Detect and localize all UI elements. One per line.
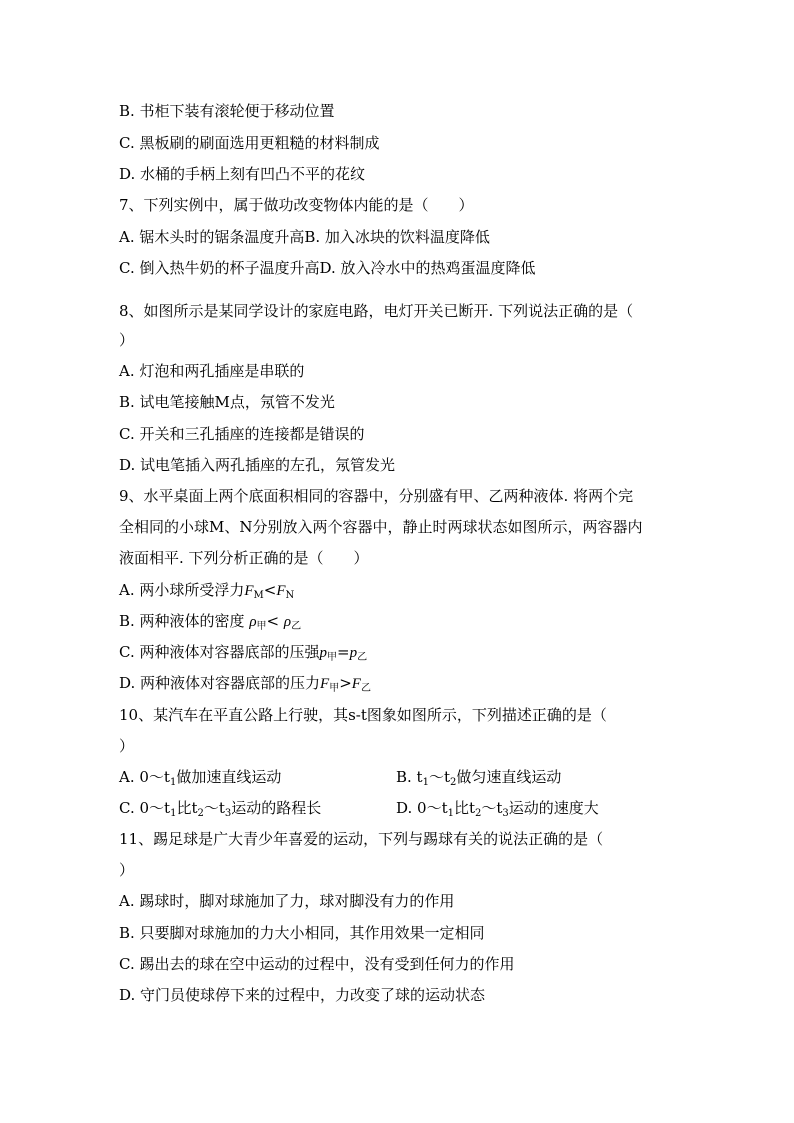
subscript: 甲 xyxy=(329,683,340,694)
subscript: N xyxy=(285,590,295,601)
relation-symbol: > xyxy=(339,674,352,692)
pressure-symbol: p xyxy=(319,645,327,661)
q6-option-d: D. 水桶的手柄上刻有凹凸不平的花纹 xyxy=(119,165,366,183)
q8-option-a: A. 灯泡和两孔插座是串联的 xyxy=(119,362,305,380)
relation-symbol: < xyxy=(266,612,284,630)
q7-options-ab: A. 锯木头时的锯条温度升高B. 加入冰块的饮料温度降低 xyxy=(119,228,490,246)
force-symbol: F xyxy=(276,583,286,599)
option-text: 比t xyxy=(453,799,476,817)
subscript: 甲 xyxy=(326,652,337,663)
q10-option-d xyxy=(396,798,599,824)
option-text: 运动的速度大 xyxy=(508,799,599,817)
subscript: 2 xyxy=(475,808,482,819)
q6-option-c: C. 黑板刷的刷面选用更粗糙的材料制成 xyxy=(119,134,380,152)
q10-option-b xyxy=(396,767,561,793)
q9-stem-line3: 液面相平. 下列分析正确的是（ ） xyxy=(119,549,369,567)
option-text: ～t xyxy=(481,799,503,817)
q11-stem-line1: 11、踢足球是广大青少年喜爱的运动，下列与踢球有关的说法正确的是（ xyxy=(119,830,604,848)
option-text: 做加速直线运动 xyxy=(176,768,282,786)
q9-option-b-prefix: B. 两种液体的密度 xyxy=(119,612,250,630)
force-symbol: F xyxy=(320,676,330,692)
q8-stem-line2: ） xyxy=(119,331,135,349)
subscript: 2 xyxy=(197,808,204,819)
density-symbol: ρ xyxy=(249,614,257,630)
subscript: 1 xyxy=(169,777,177,788)
q9-stem-line2: 全相同的小球M、N分别放入两个容器中，静止时两球状态如图所示，两容器内 xyxy=(119,518,643,536)
force-symbol: F xyxy=(351,676,361,692)
option-text: ～t xyxy=(203,799,225,817)
option-text: 运动的路程长 xyxy=(231,799,322,817)
q10-stem-line2: ） xyxy=(119,737,135,755)
option-text: 比t xyxy=(176,799,198,817)
subscript: 2 xyxy=(450,777,457,788)
option-text: ～t xyxy=(428,768,450,786)
q10-option-a xyxy=(119,767,281,793)
subscript: 1 xyxy=(447,808,454,819)
density-symbol: ρ xyxy=(283,614,292,630)
subscript: 3 xyxy=(224,808,232,819)
q9-option-b xyxy=(119,611,301,637)
pressure-symbol: p xyxy=(349,645,358,661)
q11-option-a: A. 踢球时，脚对球施加了力，球对脚没有力的作用 xyxy=(119,892,455,910)
q9-stem-line1: 9、水平桌面上两个底面积相同的容器中，分别盛有甲、乙两种液体. 将两个完 xyxy=(119,487,634,505)
option-text: 做匀速直线运动 xyxy=(456,768,562,786)
q9-option-c-prefix: C. 两种液体对容器底部的压强 xyxy=(119,643,320,661)
option-text: B. t xyxy=(396,768,423,786)
option-text: C. 0～t xyxy=(119,799,171,817)
q9-option-a-prefix: A. 两小球所受浮力 xyxy=(119,581,245,599)
subscript: 3 xyxy=(502,808,509,819)
q8-option-c: C. 开关和三孔插座的连接都是错误的 xyxy=(119,425,365,443)
q11-stem-line2: ） xyxy=(119,861,135,879)
force-symbol: F xyxy=(244,583,254,599)
subscript: 乙 xyxy=(291,621,302,632)
q10-stem-line1: 10、某汽车在平直公路上行驶，其s-t图象如图所示，下列描述正确的是（ xyxy=(119,706,607,724)
subscript: 1 xyxy=(422,777,429,788)
option-text: D. 0～t xyxy=(396,799,448,817)
q9-option-d xyxy=(119,673,371,699)
relation-symbol: = xyxy=(336,643,350,661)
subscript: M xyxy=(253,590,264,601)
option-text: A. 0～t xyxy=(119,768,170,786)
q11-option-b: B. 只要脚对球施加的力大小相同，其作用效果一定相同 xyxy=(119,924,485,942)
q8-stem-line1: 8、如图所示是某同学设计的家庭电路，电灯开关已断开. 下列说法正确的是（ xyxy=(119,302,634,320)
subscript: 1 xyxy=(170,808,177,819)
subscript: 乙 xyxy=(357,652,368,663)
q8-option-b: B. 试电笔接触M点，氖管不发光 xyxy=(119,393,335,411)
q8-option-d: D. 试电笔插入两孔插座的左孔，氖管发光 xyxy=(119,456,396,474)
subscript: 乙 xyxy=(360,683,371,694)
q7-stem: 7、下列实例中，属于做功改变物体内能的是（ ） xyxy=(119,196,474,214)
q11-option-c: C. 踢出去的球在空中运动的过程中，没有受到任何力的作用 xyxy=(119,955,515,973)
q9-option-d-prefix: D. 两种液体对容器底部的压力 xyxy=(119,674,321,692)
q11-option-d: D. 守门员使球停下来的过程中，力改变了球的运动状态 xyxy=(119,986,486,1004)
relation-symbol: < xyxy=(263,581,277,599)
q9-option-a xyxy=(119,580,294,606)
q10-option-c xyxy=(119,798,321,824)
q7-options-cd: C. 倒入热牛奶的杯子温度升高D. 放入冷水中的热鸡蛋温度降低 xyxy=(119,259,536,277)
subscript: 甲 xyxy=(256,621,267,632)
q6-option-b: B. 书柜下装有滚轮便于移动位置 xyxy=(119,102,335,120)
q9-option-c xyxy=(119,642,367,668)
